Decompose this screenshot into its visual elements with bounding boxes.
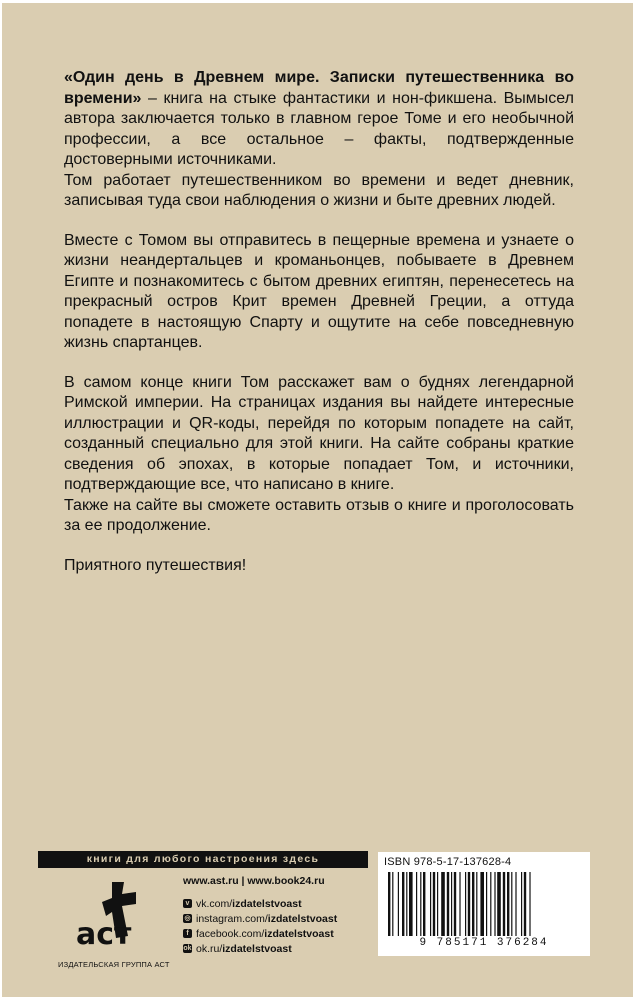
vk-icon: v: [183, 899, 192, 908]
social-prefix: facebook.com/: [196, 927, 265, 940]
barcode-icon: [384, 872, 584, 936]
odnoklassniki-icon: ok: [183, 945, 192, 952]
paragraph-1b: Том работает путешественником во времени и ведет дневник, записывая туда свои наблюдения о жизни и быте древних людей.: [64, 171, 574, 209]
social-ok[interactable]: [183, 941, 383, 956]
slogan-banner: книги для любого настроения здесь: [38, 851, 368, 868]
social-handle: izdatelstvoast: [232, 897, 302, 910]
book-title: «Один день в Древнем мире. Записки путешественника во времени»: [64, 69, 574, 107]
social-vk[interactable]: [183, 896, 383, 911]
paragraph-4: Приятного путешествия!: [64, 556, 247, 574]
social-prefix: vk.com/: [196, 897, 233, 910]
isbn-label: ISBN 978-5-17-137628-4: [384, 856, 512, 868]
paragraph-3: В самом конце книги Том расскажет вам о буднях легендарной Римской империи. На страницах издания вы найдете интересные иллюстрации и QR-коды, перейдя по которым попадете на сайт, созданный специально для этой книги. На сайте собраны краткие сведения об эпохах, в которые попадает Том, и источники, подтверждающие все, что написано в книге.: [64, 373, 574, 493]
ast-logo-icon: [68, 876, 148, 956]
paragraph-1-text: – книга на стыке фантастики и нон-фикшена. Вымысел автора заключается только в главном герое Томе и его необычной профессии, а все остальное – факты, подтвержденные достоверными источниками.: [64, 89, 574, 168]
publisher-logo: [58, 876, 178, 976]
paragraph-3b: Также на сайте вы сможете оставить отзыв о книге и проголосовать за ее продолжение.: [64, 496, 574, 534]
social-prefix: instagram.com/: [196, 912, 268, 925]
description-text: [64, 68, 574, 576]
publisher-links: [183, 875, 383, 956]
social-handle: izdatelstvoast: [222, 942, 292, 955]
publisher-label: ИЗДАТЕЛЬСКАЯ ГРУППА АСТ: [58, 960, 170, 969]
facebook-icon: f: [183, 929, 192, 938]
isbn-barcode-box: [378, 852, 590, 956]
website-links[interactable]: www.ast.ru | www.book24.ru: [183, 875, 325, 887]
social-handle: izdatelstvoast: [267, 912, 338, 925]
paragraph-2: Вместе с Томом вы отправитесь в пещерные времена и узнаете о жизни неандертальцев и кроманьонцев, побываете в Древнем Египте и познакомитесь с бытом древних египтян, перенесетесь на прекрасный остров Крит времен Древней Греции, а оттуда попадете в настоящую Спарту и ощутите на себе повседневную жизнь спартанцев.: [64, 231, 574, 351]
social-instagram[interactable]: [183, 911, 383, 926]
svg-text:аст: аст: [76, 917, 132, 952]
social-prefix: ok.ru/: [196, 942, 223, 955]
paragraph-1: [64, 68, 574, 171]
instagram-icon: ◎: [184, 915, 191, 922]
social-handle: izdatelstvoast: [264, 927, 334, 940]
barcode-number: 9 785171 376284: [419, 937, 549, 949]
social-facebook[interactable]: [183, 926, 383, 941]
